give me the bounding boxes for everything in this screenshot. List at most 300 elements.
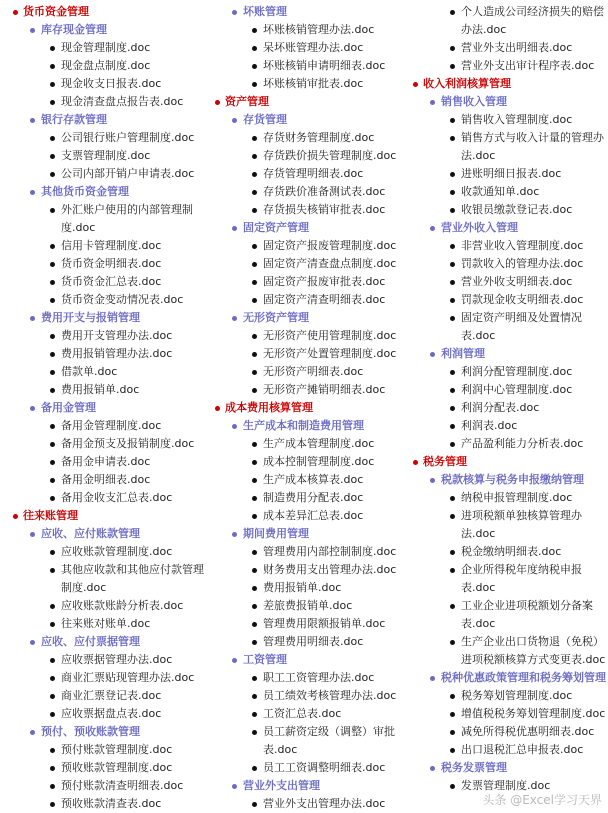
document-item[interactable]	[212, 489, 408, 507]
document-item[interactable]	[10, 147, 205, 165]
bullet-icon	[215, 406, 220, 411]
row-label: 货币资金汇总表.doc	[61, 275, 162, 288]
row-label: 法.doc	[461, 527, 496, 540]
row-label: 生产成本核算表.doc	[263, 473, 364, 486]
bullet-icon	[50, 460, 55, 465]
document-item[interactable]	[410, 363, 605, 381]
document-item[interactable]	[10, 489, 205, 507]
bullet-icon	[450, 64, 455, 69]
row-label: 信用卡管理制度.doc	[61, 239, 162, 252]
row-label: 营业外支出明细表.doc	[461, 41, 573, 54]
bullet-icon	[450, 694, 455, 699]
bullet-icon	[50, 496, 55, 501]
subcategory-heading	[410, 93, 605, 111]
subcategory-heading	[10, 399, 205, 417]
bullet-icon	[50, 694, 55, 699]
document-item[interactable]	[410, 201, 605, 219]
document-item[interactable]	[212, 597, 408, 615]
bullet-icon	[450, 604, 455, 609]
row-label: 收款通知单.doc	[461, 185, 540, 198]
row-label: 货币资金变动情况表.doc	[61, 293, 184, 306]
subcategory-heading	[410, 471, 605, 489]
subcategory-heading	[410, 219, 605, 237]
bullet-icon	[252, 622, 257, 627]
document-item-continuation[interactable]	[10, 219, 205, 237]
bullet-icon	[252, 280, 257, 285]
watermark: 头条 @Excel学习天界	[482, 793, 602, 807]
document-item[interactable]	[410, 741, 605, 759]
row-label: 营业外收入管理	[441, 221, 518, 234]
bullet-icon	[50, 100, 55, 105]
row-label: 税金缴纳明细表.doc	[461, 545, 562, 558]
bullet-icon	[50, 46, 55, 51]
row-label: 存货管理明细表.doc	[263, 167, 364, 180]
row-label: 利润表.doc	[461, 419, 518, 432]
bullet-icon	[232, 118, 237, 123]
category-heading	[212, 399, 408, 417]
row-label: 支票管理制度.doc	[61, 149, 151, 162]
bullet-icon	[252, 190, 257, 195]
bullet-icon	[252, 514, 257, 519]
row-label: 差旅费报销单.doc	[263, 599, 353, 612]
bullet-icon	[13, 514, 18, 519]
bullet-icon	[50, 748, 55, 753]
document-item[interactable]	[212, 669, 408, 687]
row-label: 罚款收入的管理办法.doc	[461, 257, 584, 270]
document-item[interactable]	[212, 255, 408, 273]
document-item[interactable]	[410, 399, 605, 417]
document-item[interactable]	[212, 165, 408, 183]
document-item[interactable]	[10, 165, 205, 183]
row-label: 管理费用明细表.doc	[263, 635, 364, 648]
document-item[interactable]	[410, 417, 605, 435]
row-label: 无形资产摊销明细表.doc	[263, 383, 386, 396]
bullet-icon	[450, 370, 455, 375]
row-label: 商业汇票登记表.doc	[61, 689, 162, 702]
document-item[interactable]	[212, 381, 408, 399]
document-item[interactable]	[212, 57, 408, 75]
document-item[interactable]	[10, 291, 205, 309]
document-item[interactable]	[410, 489, 605, 507]
row-label: 度.doc	[61, 221, 96, 234]
bullet-icon	[450, 388, 455, 393]
document-item[interactable]	[10, 597, 205, 615]
document-item[interactable]	[10, 39, 205, 57]
document-item-continuation[interactable]	[410, 147, 605, 165]
row-label: 存货财务管理制度.doc	[263, 131, 375, 144]
row-label: 现金收支日报表.doc	[61, 77, 162, 90]
document-item-continuation[interactable]	[410, 615, 605, 633]
category-heading	[212, 93, 408, 111]
bullet-icon	[232, 316, 237, 321]
bullet-icon	[252, 730, 257, 735]
row-label: 办法.doc	[461, 23, 507, 36]
document-item[interactable]	[410, 183, 605, 201]
row-label: 存货管理	[243, 113, 287, 126]
bullet-icon	[252, 262, 257, 267]
document-item[interactable]	[10, 75, 205, 93]
document-item[interactable]	[212, 345, 408, 363]
row-label: 员工工资调整明细表.doc	[263, 761, 386, 774]
document-item[interactable]	[410, 291, 605, 309]
category-heading	[410, 75, 605, 93]
bullet-icon	[252, 640, 257, 645]
subcategory-heading	[410, 669, 605, 687]
row-label: 销售收入管理制度.doc	[461, 113, 573, 126]
row-label: 费用报销单.doc	[61, 383, 140, 396]
row-label: 营业外支出管理	[243, 779, 320, 792]
bullet-icon	[430, 352, 435, 357]
row-label: 职工工资管理办法.doc	[263, 671, 375, 684]
document-item[interactable]	[212, 759, 408, 777]
bullet-icon	[450, 550, 455, 555]
document-item[interactable]	[212, 273, 408, 291]
bullet-icon	[430, 100, 435, 105]
document-item-continuation[interactable]	[410, 579, 605, 597]
document-item[interactable]	[10, 615, 205, 633]
document-item[interactable]	[10, 255, 205, 273]
subcategory-heading	[410, 759, 605, 777]
document-item[interactable]	[410, 273, 605, 291]
bullet-icon	[232, 784, 237, 789]
bullet-icon	[50, 244, 55, 249]
bullet-icon	[450, 46, 455, 51]
document-item[interactable]	[212, 201, 408, 219]
document-item[interactable]	[10, 543, 205, 561]
document-item[interactable]	[410, 129, 605, 147]
bullet-icon	[30, 730, 35, 735]
bullet-icon	[430, 478, 435, 483]
document-item[interactable]	[212, 147, 408, 165]
document-item[interactable]	[212, 363, 408, 381]
row-label: 发票管理制度.doc	[461, 779, 551, 792]
bullet-icon	[50, 550, 55, 555]
bullet-icon	[450, 172, 455, 177]
row-label: 货币资金明细表.doc	[61, 257, 162, 270]
bullet-icon	[450, 748, 455, 753]
row-label: 工资管理	[243, 653, 287, 666]
bullet-icon	[252, 244, 257, 249]
document-item[interactable]	[10, 57, 205, 75]
row-label: 收入利润核算管理	[423, 77, 511, 90]
bullet-icon	[232, 226, 237, 231]
row-label: 进账明细日报表.doc	[461, 167, 562, 180]
document-item[interactable]	[410, 381, 605, 399]
row-label: 表.doc	[461, 329, 496, 342]
row-label: 存货跌价准备测试表.doc	[263, 185, 386, 198]
row-label: 营业外支出审计程序表.doc	[461, 59, 595, 72]
document-item[interactable]	[410, 237, 605, 255]
document-item[interactable]	[212, 435, 408, 453]
bullet-icon	[252, 442, 257, 447]
bullet-icon	[252, 64, 257, 69]
document-item[interactable]	[212, 471, 408, 489]
row-label: 收银员缴款登记表.doc	[461, 203, 573, 216]
row-label: 表.doc	[461, 581, 496, 594]
row-label: 费用报销管理办法.doc	[61, 347, 173, 360]
bullet-icon	[450, 640, 455, 645]
subcategory-heading	[10, 21, 205, 39]
document-item[interactable]	[410, 705, 605, 723]
document-item[interactable]	[10, 237, 205, 255]
document-item[interactable]	[10, 669, 205, 687]
row-label: 无形资产使用管理制度.doc	[263, 329, 397, 342]
category-heading	[10, 3, 205, 21]
bullet-icon	[50, 136, 55, 141]
row-label: 制造费用分配表.doc	[263, 491, 364, 504]
document-item[interactable]	[212, 129, 408, 147]
column-1	[10, 3, 205, 813]
row-label: 费用开支与报销管理	[41, 311, 140, 324]
bullet-icon	[252, 676, 257, 681]
row-label: 应收票据管理办法.doc	[61, 653, 173, 666]
document-item[interactable]	[10, 327, 205, 345]
row-label: 税务发票管理	[441, 761, 507, 774]
row-label: 预收账款管理制度.doc	[61, 761, 173, 774]
row-label: 企业所得税年度纳税申报	[461, 563, 582, 576]
bullet-icon	[50, 622, 55, 627]
row-label: 工资汇总表.doc	[263, 707, 342, 720]
subcategory-heading	[10, 723, 205, 741]
bullet-icon	[252, 334, 257, 339]
bullet-icon	[50, 568, 55, 573]
document-item-continuation[interactable]	[10, 579, 205, 597]
bullet-icon	[252, 550, 257, 555]
document-item[interactable]	[410, 57, 605, 75]
document-item[interactable]	[212, 579, 408, 597]
row-label: 成本控制管理制度.doc	[263, 455, 375, 468]
bullet-icon	[450, 784, 455, 789]
document-item[interactable]	[10, 651, 205, 669]
document-item[interactable]	[10, 453, 205, 471]
bullet-icon	[30, 190, 35, 195]
bullet-icon	[252, 460, 257, 465]
bullet-icon	[50, 424, 55, 429]
row-label: 无形资产管理	[243, 311, 309, 324]
bullet-icon	[450, 262, 455, 267]
document-item[interactable]	[410, 687, 605, 705]
document-item-continuation[interactable]	[410, 651, 605, 669]
subcategory-heading	[10, 633, 205, 651]
bullet-icon	[50, 154, 55, 159]
row-label: 成本费用核算管理	[225, 401, 313, 414]
document-item[interactable]	[10, 345, 205, 363]
document-item[interactable]	[10, 129, 205, 147]
row-label: 固定资产管理	[243, 221, 309, 234]
document-item[interactable]	[212, 615, 408, 633]
bullet-icon	[252, 208, 257, 213]
document-item[interactable]	[212, 237, 408, 255]
document-item[interactable]	[410, 633, 605, 651]
document-item[interactable]	[212, 453, 408, 471]
bullet-icon	[450, 280, 455, 285]
row-label: 利润分配管理制度.doc	[461, 365, 573, 378]
document-item[interactable]	[10, 381, 205, 399]
row-label: 费用报销单.doc	[263, 581, 342, 594]
document-item[interactable]	[10, 471, 205, 489]
document-item[interactable]	[212, 39, 408, 57]
document-item[interactable]	[410, 3, 605, 21]
document-item[interactable]	[10, 741, 205, 759]
document-item[interactable]	[10, 777, 205, 795]
subcategory-heading	[10, 183, 205, 201]
bullet-icon	[450, 514, 455, 519]
bullet-icon	[13, 10, 18, 15]
document-item[interactable]	[212, 723, 408, 741]
row-label: 坏账核销管理办法.doc	[263, 23, 375, 36]
document-item[interactable]	[10, 201, 205, 219]
document-item[interactable]	[410, 561, 605, 579]
category-heading	[410, 453, 605, 471]
document-item[interactable]	[10, 795, 205, 813]
row-label: 应收账款账龄分析表.doc	[61, 599, 184, 612]
row-label: 呆坏账管理办法.doc	[263, 41, 364, 54]
document-item[interactable]	[212, 561, 408, 579]
document-item[interactable]	[410, 165, 605, 183]
bullet-icon	[450, 244, 455, 249]
bullet-icon	[252, 172, 257, 177]
document-item[interactable]	[212, 795, 408, 813]
row-label: 预付账款清查明细表.doc	[61, 779, 184, 792]
subcategory-heading	[212, 417, 408, 435]
row-label: 出口退税汇总申报表.doc	[461, 743, 584, 756]
document-item[interactable]	[212, 507, 408, 525]
bullet-icon	[50, 658, 55, 663]
bullet-icon	[252, 568, 257, 573]
document-item[interactable]	[410, 507, 605, 525]
row-label: 表.doc	[461, 617, 496, 630]
document-item[interactable]	[10, 93, 205, 111]
document-item[interactable]	[410, 111, 605, 129]
bullet-icon	[252, 352, 257, 357]
bullet-icon	[232, 10, 237, 15]
row-label: 减免所得税优惠明细表.doc	[461, 725, 595, 738]
row-label: 制度.doc	[61, 581, 107, 594]
document-item[interactable]	[212, 327, 408, 345]
row-label: 备用金申请表.doc	[61, 455, 151, 468]
document-item[interactable]	[10, 417, 205, 435]
document-item[interactable]	[212, 75, 408, 93]
row-label: 应收账款管理制度.doc	[61, 545, 173, 558]
bullet-icon	[450, 10, 455, 15]
row-label: 销售收入管理	[441, 95, 507, 108]
row-label: 生产成本和制造费用管理	[243, 419, 364, 432]
row-label: 生产成本管理制度.doc	[263, 437, 375, 450]
bullet-icon	[50, 388, 55, 393]
subcategory-heading	[212, 525, 408, 543]
row-label: 固定资产报废审批表.doc	[263, 275, 386, 288]
bullet-icon	[50, 802, 55, 807]
subcategory-heading	[212, 219, 408, 237]
bullet-icon	[50, 604, 55, 609]
row-label: 非营业收入管理制度.doc	[461, 239, 584, 252]
bullet-icon	[252, 712, 257, 717]
row-label: 营业外支出管理办法.doc	[263, 797, 386, 810]
document-item[interactable]	[10, 759, 205, 777]
document-item-continuation[interactable]	[212, 741, 408, 759]
document-item-continuation[interactable]	[410, 525, 605, 543]
document-item-continuation[interactable]	[410, 327, 605, 345]
row-label: 财务费用支出管理办法.doc	[263, 563, 397, 576]
bullet-icon	[450, 568, 455, 573]
document-item[interactable]	[10, 435, 205, 453]
row-label: 备用金收支汇总表.doc	[61, 491, 173, 504]
document-item-continuation[interactable]	[410, 21, 605, 39]
row-label: 税款核算与税务申报缴纳管理	[441, 473, 584, 486]
document-item[interactable]	[410, 543, 605, 561]
bullet-icon	[252, 82, 257, 87]
row-label: 其他货币资金管理	[41, 185, 129, 198]
document-item[interactable]	[410, 255, 605, 273]
subcategory-heading	[410, 345, 605, 363]
row-label: 预收账款清查表.doc	[61, 797, 162, 810]
bullet-icon	[232, 658, 237, 663]
document-item[interactable]	[212, 705, 408, 723]
subcategory-heading	[212, 777, 408, 795]
document-item[interactable]	[410, 597, 605, 615]
row-label: 罚款现金收支明细表.doc	[461, 293, 584, 306]
row-label: 固定资产清查盘点制度.doc	[263, 257, 397, 270]
document-item[interactable]	[10, 561, 205, 579]
row-label: 利润分配表.doc	[461, 401, 540, 414]
row-label: 其他应收款和其他应付款管理	[61, 563, 204, 576]
row-label: 备用金明细表.doc	[61, 473, 151, 486]
bullet-icon	[50, 352, 55, 357]
bullet-icon	[50, 64, 55, 69]
bullet-icon	[450, 298, 455, 303]
row-label: 坏账管理	[243, 5, 287, 18]
row-label: 现金盘点制度.doc	[61, 59, 151, 72]
document-item[interactable]	[212, 183, 408, 201]
bullet-icon	[50, 370, 55, 375]
document-item[interactable]	[410, 435, 605, 453]
bullet-icon	[30, 640, 35, 645]
bullet-icon	[50, 478, 55, 483]
row-label: 产品盈利能力分析表.doc	[461, 437, 584, 450]
row-label: 成本差异汇总表.doc	[263, 509, 364, 522]
document-item[interactable]	[10, 363, 205, 381]
document-item[interactable]	[212, 687, 408, 705]
document-item[interactable]	[410, 39, 605, 57]
bullet-icon	[430, 766, 435, 771]
bullet-icon	[50, 298, 55, 303]
bullet-icon	[30, 532, 35, 537]
document-item[interactable]	[212, 291, 408, 309]
row-label: 无形资产明细表.doc	[263, 365, 364, 378]
row-label: 备用金预支及报销制度.doc	[61, 437, 195, 450]
subcategory-heading	[212, 309, 408, 327]
row-label: 预付、预收账款管理	[41, 725, 140, 738]
document-item[interactable]	[212, 543, 408, 561]
row-label: 坏账核销申请明细表.doc	[263, 59, 386, 72]
document-item[interactable]	[10, 273, 205, 291]
row-label: 税务筹划管理制度.doc	[461, 689, 573, 702]
document-item[interactable]	[212, 633, 408, 651]
document-item[interactable]	[10, 705, 205, 723]
document-item[interactable]	[410, 309, 605, 327]
document-item[interactable]	[212, 21, 408, 39]
row-label: 员工绩效考核管理办法.doc	[263, 689, 397, 702]
bullet-icon	[215, 100, 220, 105]
row-label: 营业外收支明细表.doc	[461, 275, 573, 288]
bullet-icon	[50, 442, 55, 447]
bullet-icon	[252, 478, 257, 483]
document-item[interactable]	[10, 687, 205, 705]
document-item[interactable]	[410, 723, 605, 741]
row-label: 工业企业进项税额划分备案	[461, 599, 593, 612]
subcategory-heading	[212, 3, 408, 21]
row-label: 现金清查盘点报告表.doc	[61, 95, 184, 108]
